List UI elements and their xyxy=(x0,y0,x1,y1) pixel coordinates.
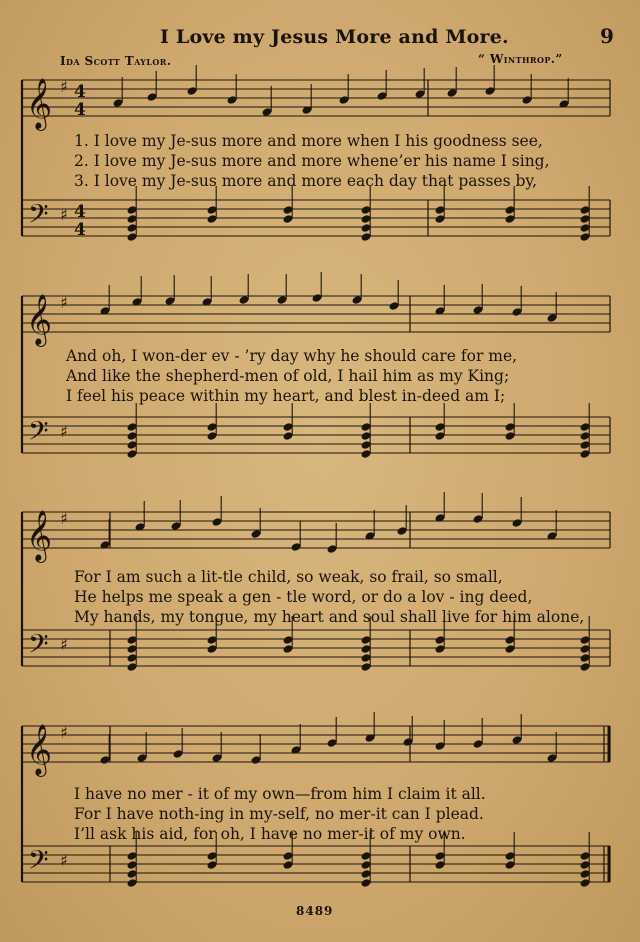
verse-line: He helps me speak a gen - tle word, or do a lov - ing deed, xyxy=(74,588,533,606)
bass-clef-icon: 𝄢 xyxy=(28,628,49,666)
time-signature-bottom: 4 xyxy=(74,220,86,240)
verse-line: And oh, I won-der ev - ’ry day why he should care for me, xyxy=(66,347,518,365)
hymn-title: I Love my Jesus More and More. xyxy=(160,26,509,48)
treble-clef-icon: 𝄞 xyxy=(26,78,53,129)
time-signature-top: 4 xyxy=(74,202,86,222)
sharp-icon: ♯ xyxy=(60,422,68,441)
time-signature-top: 4 xyxy=(74,82,86,102)
tune-name: “ Winthrop.” xyxy=(478,52,563,66)
page-number: 9 xyxy=(600,24,614,48)
treble-clef-icon: 𝄞 xyxy=(26,724,53,775)
sharp-icon: ♯ xyxy=(60,723,68,742)
verse-line: And like the shepherd-men of old, I hail him as my King; xyxy=(66,367,510,385)
time-signature-bottom: 4 xyxy=(74,100,86,120)
sharp-icon: ♯ xyxy=(60,293,68,312)
sharp-icon: ♯ xyxy=(60,851,68,870)
verse-line: 3. I love my Je-sus more and more each day that passes by, xyxy=(74,172,538,190)
verse-line: For I have noth-ing in my-self, no mer-it can I plead. xyxy=(74,805,484,823)
bass-clef-icon: 𝄢 xyxy=(28,844,49,882)
verse-line: For I am such a lit-tle child, so weak, so frail, so small, xyxy=(74,568,503,586)
verse-line: My hands, my tongue, my heart and soul shall live for him alone, xyxy=(74,608,585,626)
bass-clef-icon: 𝄢 xyxy=(28,198,49,236)
author-credit: Ida Scott Taylor. xyxy=(60,54,172,68)
sharp-icon: ♯ xyxy=(60,509,68,528)
verse-line: I feel his peace within my heart, and blest in-deed am I; xyxy=(66,387,506,405)
treble-clef-icon: 𝄞 xyxy=(26,294,53,345)
sharp-icon: ♯ xyxy=(60,77,68,96)
verse-line: I’ll ask his aid, for oh, I have no mer-it of my own. xyxy=(74,825,466,843)
bass-clef-icon: 𝄢 xyxy=(28,415,49,453)
treble-clef-icon: 𝄞 xyxy=(26,510,53,561)
plate-number: 8489 xyxy=(296,904,334,918)
sharp-icon: ♯ xyxy=(60,205,68,224)
verse-line: 1. I love my Je-sus more and more when I his goodness see, xyxy=(74,132,543,150)
verse-line: I have no mer - it of my own—from him I claim it all. xyxy=(74,785,486,803)
sharp-icon: ♯ xyxy=(60,635,68,654)
verse-line: 2. I love my Je-sus more and more whene’er his name I sing, xyxy=(74,152,550,170)
